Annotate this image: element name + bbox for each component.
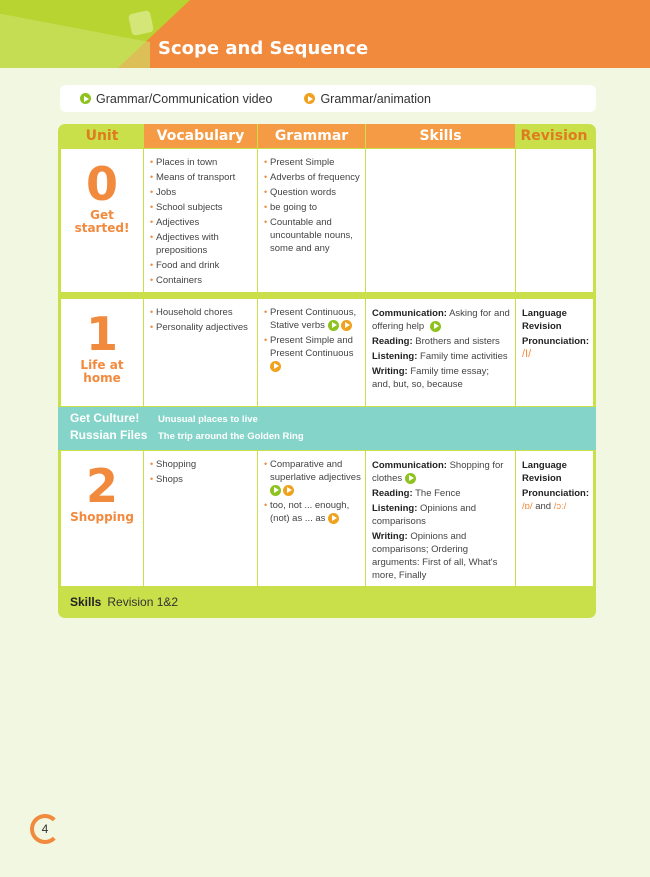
skill-writing [372, 530, 510, 582]
play-green-icon [80, 93, 91, 104]
unit1-skills [366, 299, 515, 406]
skills-revision-row [58, 588, 596, 616]
list-item: • Personality adjectives [150, 321, 253, 334]
skill-label: Listening: [372, 351, 418, 362]
skill-reading [372, 487, 510, 500]
skill-text: Family time activities [420, 351, 508, 362]
unit1-name: Life at home [80, 358, 124, 385]
list-item-text: Present Continuous, Stative verbs [270, 307, 357, 331]
unit0-vocabulary [144, 149, 257, 292]
get-culture-text: Unusual places to live [158, 414, 258, 425]
page-number: 4 [30, 814, 60, 844]
skill-writing [372, 365, 510, 391]
revision-pron-a: /ɒ/ [522, 501, 533, 512]
list-item: • School subjects [150, 201, 253, 214]
list-item: • Places in town [150, 156, 253, 169]
unit0-revision [516, 149, 593, 292]
culture-band [58, 407, 596, 450]
unit2-revision [516, 451, 593, 586]
unit2-grammar [258, 451, 365, 586]
revision-pron-b: /ɔː/ [553, 501, 567, 512]
header-banner [0, 0, 650, 68]
unit0-skills [366, 149, 515, 292]
play-orange-icon [304, 93, 315, 104]
list-item: • Present Simple [264, 156, 361, 169]
play-green-icon[interactable] [328, 320, 339, 331]
unit1-number: 1 [85, 307, 118, 361]
list-item [264, 499, 361, 525]
skill-text: Brothers and sisters [415, 336, 500, 347]
list-item: • Means of transport [150, 171, 253, 184]
list-item-text: too, not ... enough, (not) as ... as [270, 500, 350, 524]
revision-pron: /I/ [522, 348, 532, 360]
skill-label: Reading: [372, 488, 413, 499]
unit2-skills [366, 451, 515, 586]
russian-files-label: Russian Files [70, 428, 148, 442]
list-item: • Adverbs of frequency [264, 171, 361, 184]
skill-listening [372, 502, 510, 528]
skill-text: Asking for and offering help [372, 308, 510, 332]
revision-and: and [535, 501, 552, 512]
revision-pron-label: Pronunciation: [522, 336, 590, 347]
revision-language: Language Revision [522, 308, 567, 332]
skill-label: Reading: [372, 336, 413, 347]
list-item: • Adjectives [150, 216, 253, 229]
skill-label: Writing: [372, 366, 408, 377]
legend-bar [60, 85, 596, 112]
unit2-number: 2 [85, 459, 118, 513]
list-item: • Adjectives with prepositions [150, 231, 253, 257]
header-grammar: Grammar [258, 124, 365, 148]
play-orange-icon[interactable] [328, 513, 339, 524]
header-skills: Skills [366, 124, 515, 148]
skill-text: Family time essay; and, but, so, because [372, 366, 490, 390]
unit1-vocabulary [144, 299, 257, 406]
unit2-name: Shopping [70, 510, 134, 524]
unit0-cell [61, 149, 143, 292]
unit2-vocabulary [144, 451, 257, 586]
list-item: • be going to [264, 201, 361, 214]
unit1-cell [61, 299, 143, 406]
list-item [264, 334, 361, 373]
legend-animation [304, 92, 430, 106]
unit0-grammar [258, 149, 365, 292]
play-green-icon[interactable] [270, 485, 281, 496]
russian-files-text: The trip around the Golden Ring [158, 431, 304, 442]
list-item: • Household chores [150, 306, 253, 319]
skill-text: The Fence [415, 488, 461, 499]
list-item-text: Present Simple and Present Continuous [270, 335, 354, 359]
get-culture-label: Get Culture! [70, 411, 140, 425]
skill-communication [372, 307, 510, 333]
list-item: • Jobs [150, 186, 253, 199]
header-unit: Unit [85, 128, 119, 144]
skills-revision-text: Revision 1&2 [107, 595, 179, 609]
list-item: • Containers [150, 274, 253, 287]
scope-table [58, 124, 596, 618]
skill-label: Writing: [372, 531, 408, 542]
play-green-icon[interactable] [405, 473, 416, 484]
skill-label: Communication: [372, 308, 447, 319]
page-title: Scope and Sequence [158, 38, 369, 59]
play-green-icon[interactable] [430, 321, 441, 332]
skill-communication [372, 459, 510, 485]
unit2-cell [61, 451, 143, 586]
list-item [264, 458, 361, 497]
unit0-name: Get started! [74, 208, 130, 235]
skill-label: Listening: [372, 503, 418, 514]
list-item: • Shops [150, 473, 253, 486]
legend-video-label: Grammar/Communication video [96, 91, 273, 106]
unit1-revision [516, 299, 593, 406]
play-orange-icon[interactable] [270, 361, 281, 372]
banner-deco-icon [128, 10, 154, 36]
skill-listening [372, 350, 510, 363]
unit0-number: 0 [85, 157, 118, 211]
unit1-grammar [258, 299, 365, 406]
skill-text: Opinions and comparisons; Ordering arguments: First of all, What's more, Finally [372, 531, 498, 581]
list-item: • Food and drink [150, 259, 253, 272]
skill-label: Communication: [372, 460, 447, 471]
skills-revision-label: Skills [70, 595, 102, 609]
skill-text: Opinions and comparisons [372, 503, 477, 527]
list-item: • Question words [264, 186, 361, 199]
play-orange-icon[interactable] [341, 320, 352, 331]
list-item [264, 306, 361, 332]
list-item: • Countable and uncountable nouns, some and any [264, 216, 361, 255]
skill-text: Shopping for clothes [372, 460, 504, 484]
legend-animation-label: Grammar/animation [320, 91, 431, 106]
skill-reading [372, 335, 510, 348]
header-revision: Revision [520, 128, 588, 144]
revision-language: Language Revision [522, 460, 567, 484]
list-item: • Shopping [150, 458, 253, 471]
list-item-text: Comparative and superlative adjectives [270, 459, 361, 483]
play-orange-icon[interactable] [283, 485, 294, 496]
header-vocabulary: Vocabulary [144, 124, 257, 148]
revision-pron-label: Pronunciation: [522, 488, 590, 499]
legend-video [80, 92, 272, 106]
